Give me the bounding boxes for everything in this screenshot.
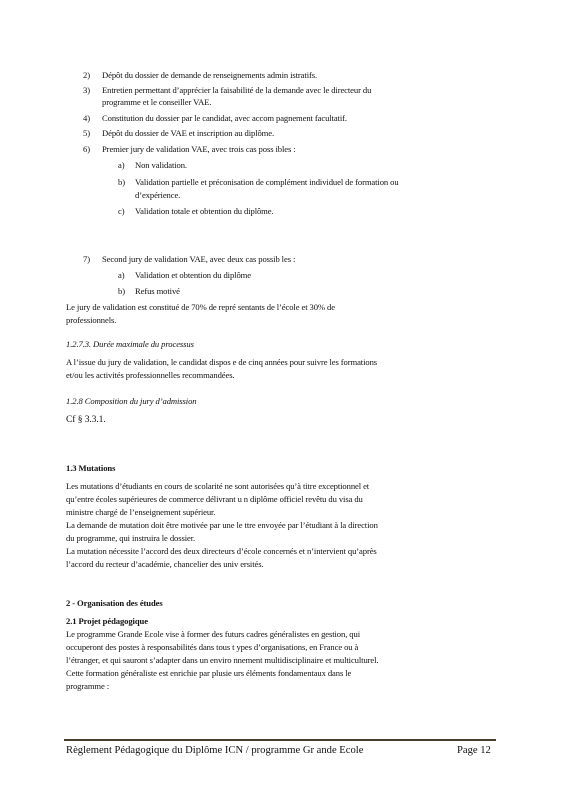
section-heading-128: 1.2.8 Composition du jury d’admission [66, 396, 197, 406]
sublist2-a-letter: a) [118, 270, 125, 280]
section-heading-21: 2.1 Projet pédagogique [66, 616, 148, 626]
list-num-2: 2) [83, 70, 90, 80]
list-num-6: 6) [83, 144, 90, 154]
jury-paragraph-line1: Le jury de validation est constitué de 70% de repré sentants de l’école et 30% de [66, 302, 335, 312]
section-13-line2: qu’entre écoles supérieures de commerce délivrant u n diplôme officiel revêtu du visa du [66, 494, 363, 504]
sublist-b-line1: Validation partielle et préconisation de complément individuel de formation ou [135, 177, 399, 187]
list-num-7: 7) [83, 254, 90, 264]
sublist2-b-text: Refus motivé [135, 286, 180, 296]
list-item-3-line2: programme et le conseiller VAE. [102, 97, 212, 107]
footer-page-number: Page 12 [457, 745, 491, 756]
footer-rule [64, 739, 496, 741]
section-21-line2: occuperont des postes à responsabilités dans tous t ypes d’organisations, en France ou à [66, 642, 359, 652]
section-heading-13: 1.3 Mutations [66, 463, 116, 473]
list-item-6: Premier jury de validation VAE, avec trois cas poss ibles : [102, 144, 296, 154]
sublist-b-line2: d’expérience. [135, 190, 181, 200]
sublist-b-letter: b) [118, 177, 125, 187]
sublist-c-letter: c) [118, 206, 125, 216]
section-13-line7: l’accord du recteur d’académie, chancelier des univ ersités. [66, 559, 264, 569]
section-13-line6: La mutation nécessite l’accord des deux directeurs d’école concernés et n’intervient qu’après [66, 546, 377, 556]
section-heading-2: 2 - Organisation des études [66, 598, 163, 608]
list-item-2: Dépôt du dossier de demande de renseignements admin istratifs. [102, 70, 318, 80]
footer-title: Règlement Pédagogique du Diplôme ICN / programme Gr ande Ecole [66, 745, 364, 756]
section-13-line3: ministre chargé de l’enseignement supérieur. [66, 507, 216, 517]
section-21-line3: l’étranger, et qui sauront s’adapter dans un enviro nnement multidisciplinaire et multiculturel. [66, 655, 379, 665]
list-item-3-line1: Entretien permettant d’apprécier la faisabilité de la demande avec le directeur du [102, 85, 372, 95]
section-13-line1: Les mutations d’étudiants en cours de scolarité ne sont autorisées qu’à titre exceptionnel et [66, 481, 370, 491]
section-21-line1: Le programme Grande Ecole vise à former des futurs cadres généralistes en gestion, qui [66, 629, 360, 639]
section-21-line5: programme : [66, 681, 110, 691]
list-item-7: Second jury de validation VAE, avec deux cas possib les : [102, 254, 296, 264]
section-13-line5: du programme, qui instruira le dossier. [66, 533, 196, 543]
list-num-3: 3) [83, 85, 90, 95]
section-1273-line2: et/ou les activités professionnelles recommandées. [66, 370, 235, 380]
sublist2-b-letter: b) [118, 286, 125, 296]
sublist2-a-text: Validation et obtention du diplôme [135, 270, 251, 280]
section-heading-1273: 1.2.7.3. Durée maximale du processus [66, 339, 194, 349]
list-item-4: Constitution du dossier par le candidat, avec accom pagnement facultatif. [102, 113, 347, 123]
sublist-a-text: Non validation. [135, 160, 187, 170]
list-item-5: Dépôt du dossier de VAE et inscription au diplôme. [102, 128, 275, 138]
section-21-line4: Cette formation généraliste est enrichie par plusie urs éléments fondamentaux dans le [66, 668, 352, 678]
section-1273-line1: A l’issue du jury de validation, le candidat dispos e de cinq années pour suivre les formations [66, 357, 378, 367]
jury-paragraph-line2: professionnels. [66, 315, 117, 325]
section-13-line4: La demande de mutation doit être motivée par une le ttre envoyée par l’étudiant à la direction [66, 520, 378, 530]
section-128-text: Cf § 3.3.1. [66, 414, 106, 425]
sublist-c-text: Validation totale et obtention du diplôme. [135, 206, 274, 216]
sublist-a-letter: a) [118, 160, 125, 170]
list-num-4: 4) [83, 113, 90, 123]
list-num-5: 5) [83, 128, 90, 138]
